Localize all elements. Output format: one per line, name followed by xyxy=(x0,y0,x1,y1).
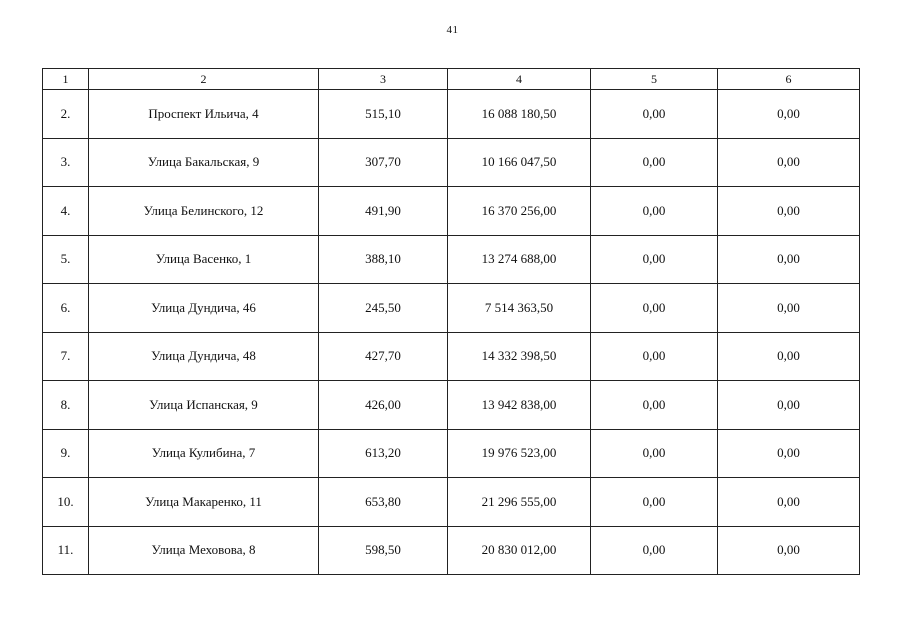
data-table xyxy=(42,68,860,575)
amount-cell: 21 296 555,00 xyxy=(448,478,591,527)
column-5-cell: 0,00 xyxy=(591,332,718,381)
amount-cell: 14 332 398,50 xyxy=(448,332,591,381)
address-cell: Проспект Ильича, 4 xyxy=(89,90,319,139)
amount-cell: 7 514 363,50 xyxy=(448,284,591,333)
column-header-5: 5 xyxy=(591,69,718,90)
column-6-cell: 0,00 xyxy=(718,187,860,236)
table-row xyxy=(43,187,860,236)
area-cell: 515,10 xyxy=(319,90,448,139)
column-header-3: 3 xyxy=(319,69,448,90)
row-number-cell: 3. xyxy=(43,138,89,187)
column-5-cell: 0,00 xyxy=(591,138,718,187)
column-5-cell: 0,00 xyxy=(591,381,718,430)
column-6-cell: 0,00 xyxy=(718,429,860,478)
column-6-cell: 0,00 xyxy=(718,526,860,575)
row-number-cell: 8. xyxy=(43,381,89,430)
area-cell: 245,50 xyxy=(319,284,448,333)
table-row xyxy=(43,138,860,187)
address-cell: Улица Дундича, 46 xyxy=(89,284,319,333)
address-cell: Улица Дундича, 48 xyxy=(89,332,319,381)
address-cell: Улица Кулибина, 7 xyxy=(89,429,319,478)
table-header-row xyxy=(43,69,860,90)
amount-cell: 13 942 838,00 xyxy=(448,381,591,430)
area-cell: 613,20 xyxy=(319,429,448,478)
column-6-cell: 0,00 xyxy=(718,138,860,187)
address-cell: Улица Меховова, 8 xyxy=(89,526,319,575)
column-6-cell: 0,00 xyxy=(718,235,860,284)
amount-cell: 19 976 523,00 xyxy=(448,429,591,478)
address-cell: Улица Белинского, 12 xyxy=(89,187,319,236)
column-5-cell: 0,00 xyxy=(591,478,718,527)
row-number-cell: 7. xyxy=(43,332,89,381)
area-cell: 388,10 xyxy=(319,235,448,284)
address-cell: Улица Бакальская, 9 xyxy=(89,138,319,187)
area-cell: 653,80 xyxy=(319,478,448,527)
column-6-cell: 0,00 xyxy=(718,478,860,527)
table-row xyxy=(43,478,860,527)
column-5-cell: 0,00 xyxy=(591,526,718,575)
column-6-cell: 0,00 xyxy=(718,90,860,139)
column-5-cell: 0,00 xyxy=(591,90,718,139)
row-number-cell: 5. xyxy=(43,235,89,284)
column-header-1: 1 xyxy=(43,69,89,90)
row-number-cell: 10. xyxy=(43,478,89,527)
column-6-cell: 0,00 xyxy=(718,332,860,381)
row-number-cell: 11. xyxy=(43,526,89,575)
address-cell: Улица Испанская, 9 xyxy=(89,381,319,430)
area-cell: 491,90 xyxy=(319,187,448,236)
column-header-4: 4 xyxy=(448,69,591,90)
row-number-cell: 4. xyxy=(43,187,89,236)
table-row xyxy=(43,332,860,381)
area-cell: 307,70 xyxy=(319,138,448,187)
column-6-cell: 0,00 xyxy=(718,381,860,430)
column-5-cell: 0,00 xyxy=(591,429,718,478)
column-5-cell: 0,00 xyxy=(591,235,718,284)
column-5-cell: 0,00 xyxy=(591,284,718,333)
amount-cell: 10 166 047,50 xyxy=(448,138,591,187)
area-cell: 426,00 xyxy=(319,381,448,430)
table-row xyxy=(43,381,860,430)
column-5-cell: 0,00 xyxy=(591,187,718,236)
amount-cell: 13 274 688,00 xyxy=(448,235,591,284)
table-row xyxy=(43,429,860,478)
address-cell: Улица Васенко, 1 xyxy=(89,235,319,284)
row-number-cell: 9. xyxy=(43,429,89,478)
page-number: 41 xyxy=(446,24,459,36)
row-number-cell: 2. xyxy=(43,90,89,139)
table-row xyxy=(43,235,860,284)
table-row xyxy=(43,90,860,139)
column-header-2: 2 xyxy=(89,69,319,90)
row-number-cell: 6. xyxy=(43,284,89,333)
table-row xyxy=(43,284,860,333)
amount-cell: 20 830 012,00 xyxy=(448,526,591,575)
area-cell: 598,50 xyxy=(319,526,448,575)
column-header-6: 6 xyxy=(718,69,860,90)
amount-cell: 16 370 256,00 xyxy=(448,187,591,236)
amount-cell: 16 088 180,50 xyxy=(448,90,591,139)
area-cell: 427,70 xyxy=(319,332,448,381)
table-row xyxy=(43,526,860,575)
column-6-cell: 0,00 xyxy=(718,284,860,333)
address-cell: Улица Макаренко, 11 xyxy=(89,478,319,527)
